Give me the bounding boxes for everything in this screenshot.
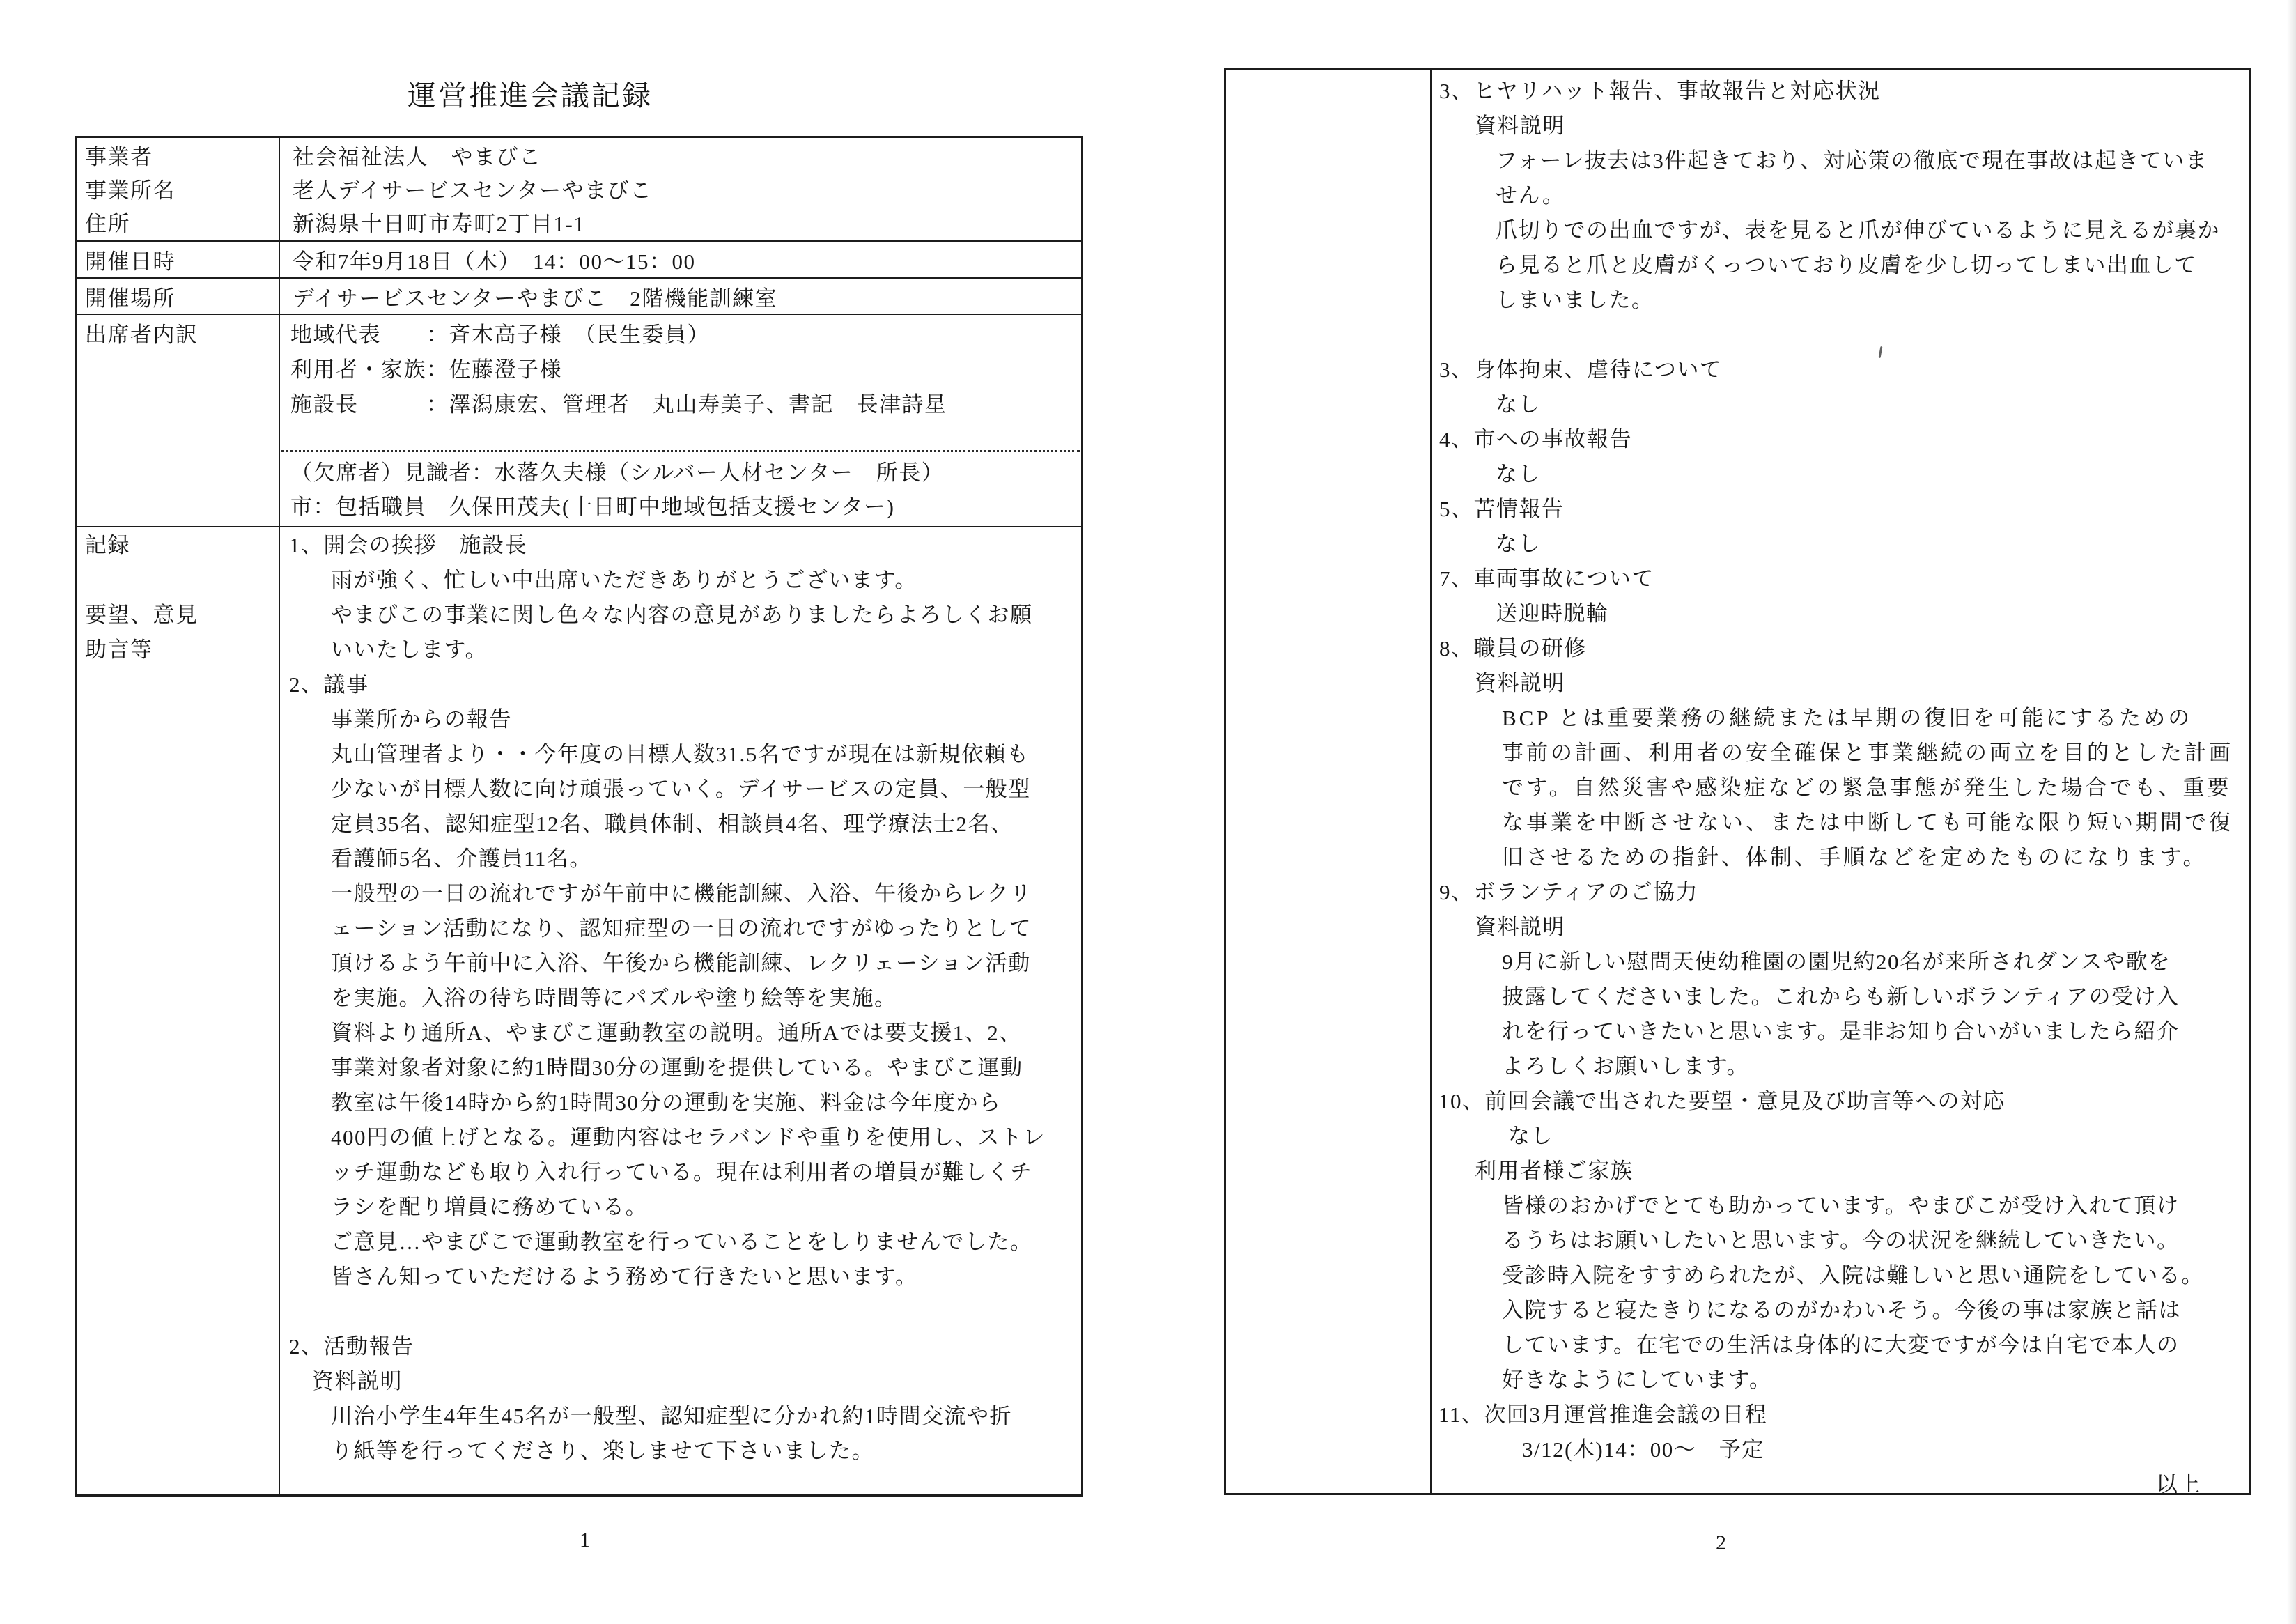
document-title: 運営推進会議記録 xyxy=(408,79,653,111)
label-attendees: 出席者内訳 xyxy=(85,323,199,347)
record-line: 9、ボランティアのご協力 xyxy=(1439,880,1699,904)
record-line: 披露してくださいました。これからも新しいボランティアの受け入 xyxy=(1502,984,2180,1009)
record-line: 皆様のおかげでとても助かっています。やまびこが受け入れて頂け xyxy=(1502,1193,2180,1218)
record-line: 受診時入院をすすめられたが、入院は難しいと思い通院をしている。 xyxy=(1502,1263,2204,1287)
value-meeting-datetime: 令和7年9月18日（木） 14：00～15：00 xyxy=(293,249,696,274)
record-line: 頂けるよう午前中に入浴、午後から機能訓練、レクリェーション活動 xyxy=(331,951,1031,975)
record-line: 2、活動報告 xyxy=(289,1334,414,1359)
record-line: なし xyxy=(1496,532,1541,556)
record-line: 少ないが目標人数に向け頑張っていく。デイサービスの定員、一般型 xyxy=(331,777,1031,801)
absentee-line: 市：包括職員 久保田茂夫(十日町中地域包括支援センター) xyxy=(290,495,895,519)
value-office-name: 老人デイサービスセンターやまびこ xyxy=(293,178,653,203)
label-office-name: 事業所名 xyxy=(85,178,176,203)
record-line: 資料説明 xyxy=(312,1369,403,1393)
record-line: です。自然災害や感染症などの緊急事態が発生した場合でも、重要 xyxy=(1502,775,2232,800)
record-line: 資料より通所A、やまびこ運動教室の説明。通所Aでは要支援1、2、 xyxy=(331,1021,1022,1045)
record-line: せん。 xyxy=(1496,183,1565,208)
record-line: 教室は午後14時から約1時間30分の運動を実施、料金は今年度から xyxy=(331,1090,1002,1115)
page1-row-line-1 xyxy=(75,240,1083,242)
page1-number: 1 xyxy=(580,1529,590,1552)
record-line: 8、職員の研修 xyxy=(1439,636,1587,660)
record-line: 入院すると寝たきりになるのがかわいそう。今後の事は家族と話は xyxy=(1502,1298,2181,1322)
label-advice: 助言等 xyxy=(85,637,153,662)
record-line: り紙等を行ってくださり、楽しませて下さいました。 xyxy=(331,1439,874,1463)
record-line: 事業対象者対象に約1時間30分の運動を提供している。やまびこ運動 xyxy=(331,1055,1023,1080)
record-line: なし xyxy=(1496,392,1541,417)
record-line: 400円の値上げとなる。運動内容はセラバンドや重りを使用し、ストレ xyxy=(331,1125,1046,1150)
record-line: 爪切りでの出血ですが、表を見ると爪が伸びているように見えるが裏か xyxy=(1496,218,2220,242)
record-line: な事業を中断させない、または中断しても可能な限り短い期間で復 xyxy=(1502,810,2233,835)
page1-row-line-2 xyxy=(75,277,1083,279)
page2-column-divider xyxy=(1430,68,1432,1495)
scan-edge-shadow xyxy=(2287,0,2296,1624)
record-line: ラシを配り増員に務めている。 xyxy=(331,1195,648,1219)
label-meeting-place: 開催場所 xyxy=(85,286,176,311)
record-line: ら見ると爪と皮膚がくっついており皮膚を少し切ってしまい出血して xyxy=(1496,253,2197,277)
record-line: を実施。入浴の待ち時間等にパズルや塗り絵等を実施。 xyxy=(331,986,897,1010)
record-line: 利用者様ご家族 xyxy=(1475,1159,1634,1183)
record-line: 旧させるための指針、体制、手順などを定めたものになります。 xyxy=(1502,845,2208,869)
page1-column-divider xyxy=(279,136,280,1497)
record-line: いいたします。 xyxy=(331,637,488,662)
label-address: 住所 xyxy=(85,212,130,236)
record-line: 9月に新しい慰問天使幼稚園の園児約20名が来所されダンスや歌を xyxy=(1502,950,2171,974)
attendee-line: 施設長 ：澤潟康宏、管理者 丸山寿美子、書記 長津詩星 xyxy=(290,392,947,417)
record-line: 資料説明 xyxy=(1475,915,1565,939)
record-line: 10、前回会議で出された要望・意見及び助言等への対応 xyxy=(1438,1089,2006,1113)
record-line: 事業所からの報告 xyxy=(331,707,512,732)
record-line: 7、車両事故について xyxy=(1439,566,1654,591)
record-line: しています。在宅での生活は身体的に大変ですが今は自宅で本人の xyxy=(1502,1333,2180,1357)
record-line: ェーション活動になり、認知症型の一日の流れですがゆったりとして xyxy=(331,916,1032,941)
record-line: 資料説明 xyxy=(1475,671,1565,695)
record-line: BCP とは重要業務の継続または早期の復旧を可能にするための xyxy=(1502,706,2193,730)
record-line: よろしくお願いします。 xyxy=(1502,1054,1750,1078)
record-line: 事前の計画、利用者の安全確保と事業継続の両立を目的とした計画 xyxy=(1502,741,2233,765)
record-line: 丸山管理者より・・今年度の目標人数31.5名ですが現在は新規依頼も xyxy=(331,742,1030,766)
record-line: 1、開会の挨拶 施設長 xyxy=(289,533,527,557)
record-line: 資料説明 xyxy=(1475,114,1565,138)
value-operator: 社会福祉法人 やまびこ xyxy=(293,145,542,169)
record-line: フォーレ抜去は3件起きており、対応策の徹底で現在事故は起きていま xyxy=(1496,148,2208,173)
record-line: れを行っていきたいと思います。是非お知り合いがいましたら紹介 xyxy=(1502,1019,2180,1044)
page2-number: 2 xyxy=(1716,1531,1726,1554)
value-meeting-place: デイサービスセンターやまびこ 2階機能訓練室 xyxy=(293,286,778,311)
record-line: 3/12(木)14：00～ 予定 xyxy=(1522,1437,1764,1462)
label-requests-opinions: 要望、意見 xyxy=(85,603,199,627)
record-line: ッチ運動なども取り入れ行っている。現在は利用者の増員が難しくチ xyxy=(331,1160,1033,1184)
page1-row-line-4 xyxy=(75,526,1083,527)
label-record: 記録 xyxy=(85,533,130,557)
record-line: 以上 xyxy=(2156,1472,2201,1497)
record-line: 好きなようにしています。 xyxy=(1502,1368,1772,1392)
record-line: 2、議事 xyxy=(289,672,369,697)
record-line: 5、苦情報告 xyxy=(1439,497,1565,521)
absentees-dotted-divider xyxy=(281,450,1080,452)
record-line: 雨が強く、忙しい中出席いただきありがとうございます。 xyxy=(331,568,917,592)
record-line: 11、次回3月運営推進会議の日程 xyxy=(1438,1402,1768,1427)
record-line: 川治小学生4年生45名が一般型、認知症型に分かれ約1時間交流や折 xyxy=(331,1404,1012,1428)
record-line: 皆さん知っていただけるよう務めて行きたいと思います。 xyxy=(331,1265,918,1289)
record-line: 一般型の一日の流れですが午前中に機能訓練、入浴、午後からレクリ xyxy=(331,881,1032,906)
record-line: 看護師5名、介護員11名。 xyxy=(331,846,592,871)
record-line: なし xyxy=(1496,462,1541,486)
record-line: るうちはお願いしたいと思います。今の状況を継続していきたい。 xyxy=(1502,1228,2180,1253)
absentee-line: （欠席者）見識者：水落久夫様（シルバー人材センター 所長） xyxy=(290,461,945,485)
record-line: ご意見…やまびこで運動教室を行っていることをしりませんでした。 xyxy=(331,1230,1033,1254)
record-line: 3、ヒヤリハット報告、事故報告と対応状況 xyxy=(1439,79,1881,103)
record-line: 4、市への事故報告 xyxy=(1439,427,1632,451)
page1-row-line-3 xyxy=(75,314,1083,315)
label-meeting-datetime: 開催日時 xyxy=(85,249,176,274)
record-line: なし xyxy=(1508,1124,1553,1148)
record-line: 送迎時脱輪 xyxy=(1496,601,1609,626)
attendee-line: 地域代表 ：斉木高子様 （民生委員） xyxy=(290,323,710,347)
record-line: 定員35名、認知症型12名、職員体制、相談員4名、理学療法士2名、 xyxy=(331,812,1014,836)
attendee-line: 利用者・家族：佐藤澄子様 xyxy=(290,357,562,382)
label-operator: 事業者 xyxy=(85,145,153,169)
value-address: 新潟県十日町市寿町2丁目1-1 xyxy=(293,212,586,236)
record-line: やまびこの事業に関し色々な内容の意見がありましたらよろしくお願 xyxy=(331,603,1033,627)
record-line: 3、身体拘束、虐待について xyxy=(1439,357,1723,382)
record-line: しまいました。 xyxy=(1496,288,1654,312)
